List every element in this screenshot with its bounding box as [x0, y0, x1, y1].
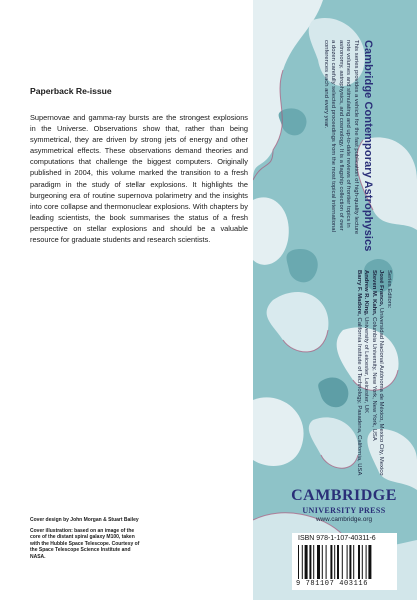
editor-affiliation: University of Leicester, Leicester, UK — [363, 317, 370, 414]
publisher-name: CAMBRIDGE — [291, 487, 397, 504]
editor-name: Barry F. Madore, — [355, 270, 362, 316]
editor-entry — [362, 270, 370, 520]
series-description: This series provides a vehicle for the fast publication of high-quality lecture note volumes and stimulating and up-to-date reviews of frontier topics in astronomy, astrophysics, and cosmology. It is a flagship collection of over a dozen carefully selected proceedings from the most topical international conferences each and every year. — [322, 40, 359, 235]
barcode-panel — [292, 533, 397, 590]
editor-name: Steven M. Kahn, — [370, 270, 377, 316]
editors-heading: Series Editors: — [386, 270, 392, 309]
series-title: Cambridge Contemporary Astrophysics — [362, 40, 374, 252]
cover-illustration-credit: Cover illustration: based on an image of the core of the distant spiral galaxy M100, taken with the Hubble Space Telescope. Courtesy of the Space Telescope Science Institute and NASA. — [30, 527, 140, 560]
editor-name: José Franco, — [378, 270, 385, 307]
section-heading: Paperback Re-issue — [30, 86, 112, 96]
editor-affiliation: Universidad Nacional Autónoma de México, Mexico City, Mexico — [378, 307, 385, 476]
editor-name: Andrew R. King, — [363, 270, 370, 316]
cover-design-credit: Cover design by John Morgan & Stuart Bailey — [30, 517, 139, 523]
editor-affiliation: Columbia University, New York, New York, USA — [370, 317, 377, 441]
publisher-url: www.cambridge.org — [315, 516, 373, 523]
isbn-label: ISBN 978-1-107-40311-6 — [298, 535, 376, 542]
editor-affiliation: California Institute of Technology, Pasadena, California, USA — [355, 317, 362, 476]
editor-entry — [369, 270, 377, 520]
editor-entry — [377, 270, 385, 520]
publisher-subtitle: UNIVERSITY PRESS — [302, 506, 386, 515]
book-description: Supernovae and gamma-ray bursts are the strongest explosions in the Universe. Observations show that, rather than being symmetrical, they are driven by strong jets of energy and other asymmetrical effects. These observations demand theories and computations that challenge the biggest computers. Originally published in 2004, this volume marked the transition to a fresh paradigm in the study of stellar explosions. It highlights the burgeoning era of routine supernova polarimetry and the insights into core collapse and thermonuclear explosions. With chapters by leading scientists, the book summarises the status of a fresh perspective on stellar explosions and should be a valuable resource for graduate students and research scientists. — [30, 113, 248, 245]
cover-credits — [30, 517, 142, 565]
editor-entry — [354, 270, 362, 520]
barcode-number: 9 781107 403116 — [296, 580, 369, 588]
barcode-icon — [298, 545, 391, 579]
series-editors — [354, 270, 392, 520]
publisher-logo — [289, 488, 399, 523]
